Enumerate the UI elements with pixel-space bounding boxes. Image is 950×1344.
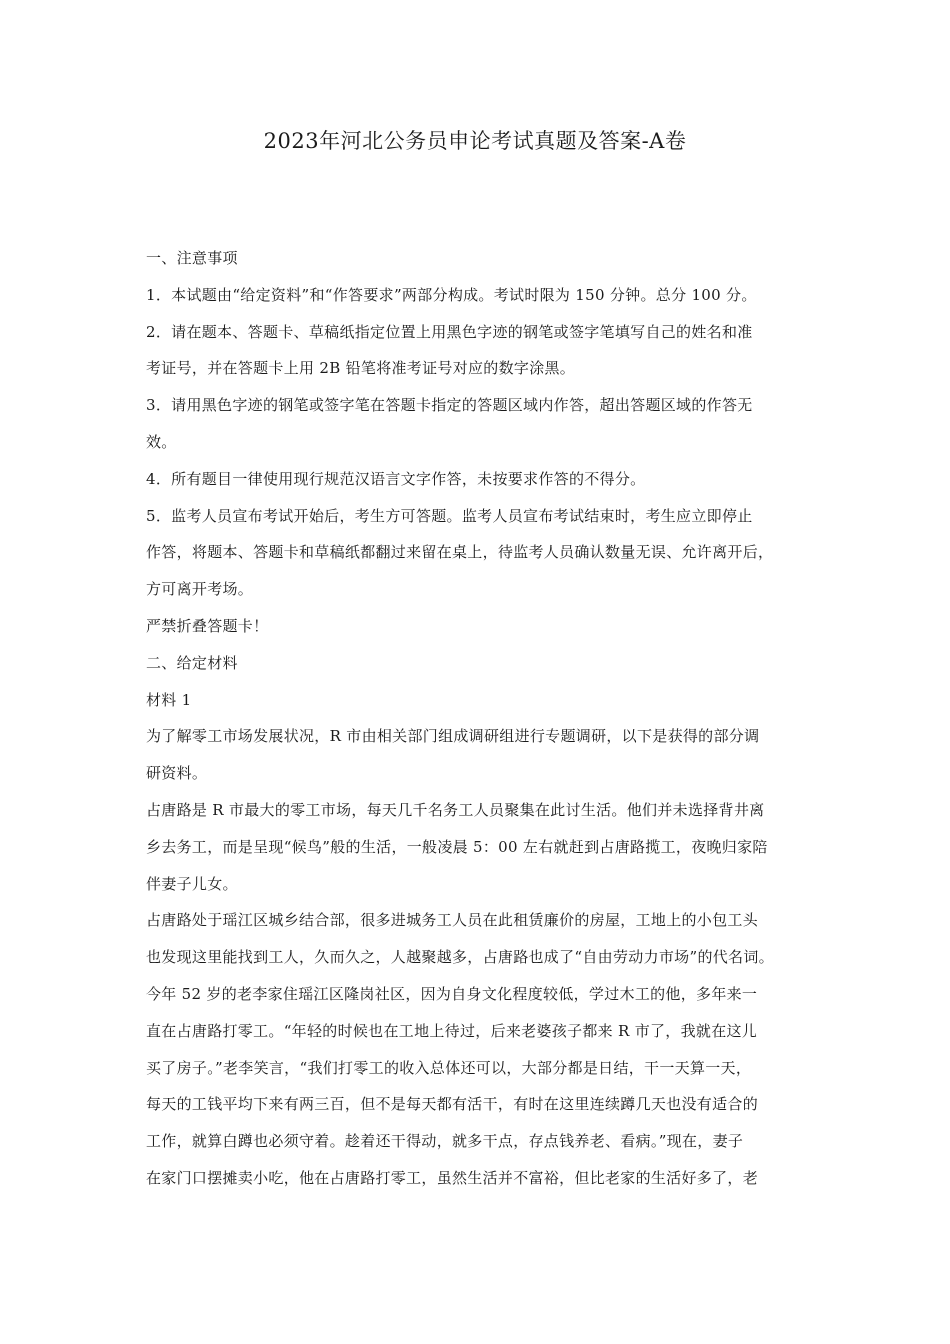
text-line: 在家门口摆摊卖小吃，他在占唐路打零工，虽然生活并不富裕，但比老家的生活好多了，老: [146, 1168, 759, 1187]
text-line: 买了房子。”老李笑言，“我们打零工的收入总体还可以，大部分都是日结，干一天算一天，: [146, 1058, 752, 1077]
text-line: 乡去务工，而是呈现“候鸟”般的生活，一般凌晨 5：00 左右就赶到占唐路揽工，夜晚归家陪: [146, 837, 768, 856]
document-title: 2023年河北公务员申论考试真题及答案-A卷: [263, 129, 687, 153]
text-line: 占唐路处于瑶江区城乡结合部，很多进城务工人员在此租赁廉价的房屋，工地上的小包工头: [146, 911, 759, 930]
text-line: 研资料。: [146, 764, 208, 783]
text-line: 也发现这里能找到工人，久而久之，人越聚越多，占唐路也成了“自由劳动力市场”的代名词。: [146, 948, 774, 967]
text-line: 今年 52 岁的老李家住瑶江区隆岗社区，因为自身文化程度较低，学过木工的他，多年来一: [146, 984, 758, 1003]
text-line: 方可离开考场。: [146, 580, 254, 599]
text-line: 伴妻子儿女。: [146, 874, 238, 893]
material-heading: 材料 1: [146, 690, 192, 709]
text-line: 作答，将题本、答题卡和草稿纸都翻过来留在桌上，待监考人员确认数量无误、允许离开后，: [146, 543, 774, 562]
text-line: 效。: [146, 432, 177, 451]
text-line: 5．监考人员宣布考试开始后，考生方可答题。监考人员宣布考试结束时，考生应立即停止: [146, 506, 753, 525]
text-line: 4．所有题目一律使用现行规范汉语言文字作答，未按要求作答的不得分。: [146, 469, 646, 488]
text-line: 严禁折叠答题卡！: [146, 616, 269, 635]
text-line: 为了解零工市场发展状况，R 市由相关部门组成调研组进行专题调研，以下是获得的部分调: [146, 727, 760, 746]
text-line: 每天的工钱平均下来有两三百，但不是每天都有活干，有时在这里连续蹲几天也没有适合的: [146, 1095, 759, 1114]
text-line: 考证号，并在答题卡上用 2B 铅笔将准考证号对应的数字涂黑。: [146, 359, 576, 378]
text-line: 1．本试题由“给定资料”和“作答要求”两部分构成。考试时限为 150 分钟。总分 100 分。: [146, 285, 757, 304]
text-line: 直在占唐路打零工。“年轻的时候也在工地上待过，后来老婆孩子都来 R 市了，我就在这儿: [146, 1021, 758, 1040]
text-line: 2．请在题本、答题卡、草稿纸指定位置上用黑色字迹的钢笔或签字笔填写自己的姓名和准: [146, 322, 753, 341]
document-body: [146, 240, 846, 1197]
section-heading: 一、注意事项: [146, 249, 238, 267]
text-line: 占唐路是 R 市最大的零工市场，每天几千名务工人员聚集在此讨生活。他们并未选择背井离: [146, 800, 765, 819]
section-heading: 二、给定材料: [146, 653, 238, 672]
text-line: 3．请用黑色字迹的钢笔或签字笔在答题卡指定的答题区域内作答，超出答题区域的作答无: [146, 396, 753, 415]
text-line: 工作，就算白蹲也必须守着。趁着还干得动，就多干点，存点钱养老、看病。”现在，妻子: [146, 1132, 744, 1151]
